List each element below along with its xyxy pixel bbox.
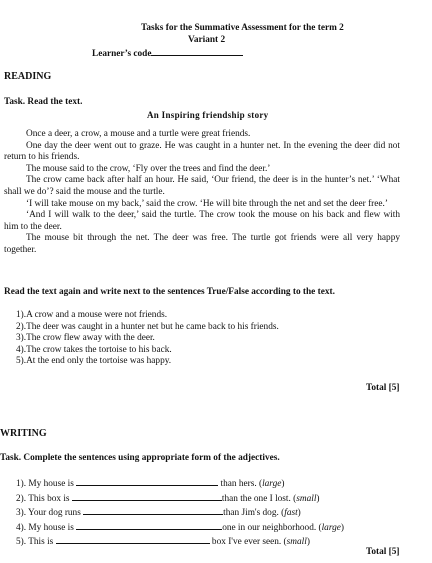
- story-paragraph: One day the deer went out to graze. He was caught in a hunter net. In the evening the deer did not return to his friends.: [4, 140, 400, 163]
- list-item: 2).The deer was caught in a hunter net but he came back to his friends.: [16, 321, 279, 332]
- reading-instruction: Read the text again and write next to the sentences True/False according to the text.: [4, 287, 335, 297]
- exercise-item: 5). This is box I've ever seen. (small): [16, 534, 344, 549]
- story-paragraph: The crow came back after half an hour. He said, ‘Our friend, the deer is in the hunter’s net.’ ‘What shall we do’? said the mouse and the turtle.: [4, 175, 400, 197]
- adjective-exercise-list: [16, 476, 344, 549]
- answer-blank[interactable]: [72, 491, 222, 501]
- true-false-list: [16, 310, 279, 368]
- reading-task: Task. Read the text.: [4, 97, 83, 107]
- variant-label: Variant 2: [188, 35, 226, 45]
- writing-total: Total [5]: [366, 547, 400, 557]
- story-paragraph: Once a deer, a crow, a mouse and a turtle were great friends.: [26, 129, 251, 139]
- exercise-item: 3). Your dog runs than Jim's dog. (fast): [16, 505, 344, 520]
- learner-code-label: Learner’s code: [92, 49, 152, 59]
- learner-code-blank[interactable]: [151, 46, 243, 56]
- reading-total: Total [5]: [366, 383, 400, 393]
- story-paragraph: The mouse said to the crow, ‘Fly over the trees and find the deer.’: [26, 163, 271, 174]
- answer-blank[interactable]: [83, 505, 223, 515]
- exercise-item: 1). My house is than hers. (large): [16, 476, 344, 491]
- list-item: 4).The crow takes the tortoise to his back.: [16, 344, 172, 355]
- list-item: 5).At the end only the tortoise was happy.: [16, 356, 172, 367]
- exercise-item: 4). My house is one in our neighborhood. (large): [16, 520, 344, 535]
- story-paragraph: ‘And I will walk to the deer,’ said the turtle. The crow took the mouse on his back and flew with him to the deer.: [4, 210, 400, 232]
- story-title: An Inspiring friendship story: [147, 110, 269, 120]
- answer-blank[interactable]: [76, 476, 218, 486]
- story-paragraph: The mouse bit through the net. The deer was free. The turtle got friends were all very happy together.: [4, 233, 400, 255]
- answer-blank[interactable]: [76, 520, 222, 530]
- assessment-title: Tasks for the Summative Assessment for the term 2: [141, 23, 344, 33]
- answer-blank[interactable]: [56, 534, 210, 544]
- story-text: [4, 129, 400, 257]
- reading-heading: READING: [4, 71, 52, 82]
- story-paragraph: ‘I will take mouse on my back,’ said the crow. ‘He will bite through the net and set the deer free.’: [26, 198, 388, 209]
- list-item: 1).A crow and a mouse were not friends.: [16, 310, 168, 320]
- writing-task: Task. Complete the sentences using appropriate form of the adjectives.: [0, 453, 280, 463]
- learner-code-row: [92, 46, 243, 60]
- exercise-item: 2). This box is than the one I lost. (small): [16, 491, 344, 506]
- writing-heading: WRITING: [0, 428, 47, 439]
- list-item: 3).The crow flew away with the deer.: [16, 333, 155, 344]
